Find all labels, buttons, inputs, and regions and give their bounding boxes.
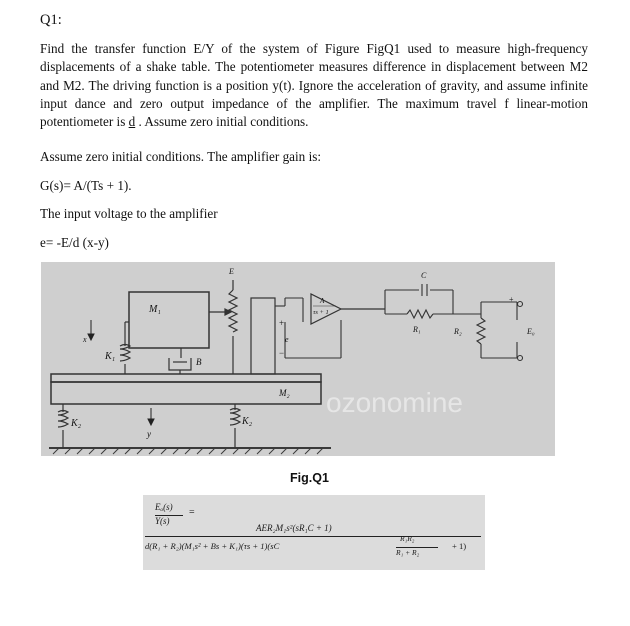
travel-variable-d: d (128, 114, 136, 130)
gain-equation: G(s)= A/(Ts + 1). (40, 178, 132, 193)
label-eo: E₀ (527, 327, 535, 336)
wiring (275, 298, 341, 358)
formula-equals: = (189, 507, 195, 518)
amp-den: τs + 1 (313, 309, 329, 316)
label-m2: M₂ (279, 388, 290, 398)
question-label: Q1: (40, 12, 62, 28)
resistor-r1 (385, 310, 481, 318)
transfer-function-formula (143, 495, 485, 570)
formula-numerator: AER₂M₁s²(sR₁C + 1) (256, 523, 332, 533)
sign-minus: − (279, 348, 285, 358)
system-diagram (41, 262, 555, 456)
capacitor-c (385, 284, 453, 314)
label-k1: K₁ (105, 351, 116, 362)
formula-inner-denominator: R₁ + R₂ (396, 548, 420, 557)
m2-post (251, 298, 275, 374)
arrow-y (148, 408, 154, 425)
amp-gain: A (320, 297, 325, 305)
label-k2-right: K₂ (242, 416, 253, 427)
label-b: B (196, 357, 202, 367)
formula-lhs-denominator: Y(s) (155, 516, 170, 526)
question-paragraph (40, 40, 588, 131)
label-e-input: e (285, 335, 289, 344)
figure-caption: Fig.Q1 (290, 471, 329, 485)
label-y: y (147, 429, 151, 439)
formula-lhs-numerator: Eₒ(s) (155, 502, 173, 512)
label-c: C (421, 271, 427, 280)
label-k2-left: K₂ (71, 418, 82, 429)
ground (49, 448, 331, 454)
spring-k2-left (58, 404, 68, 448)
label-r2: R₂ (454, 327, 462, 336)
spring-k2-right (230, 404, 240, 448)
resistor-r2 (477, 314, 517, 358)
label-e-top: E (229, 267, 234, 276)
paragraph-tail: . Assume zero initial conditions. (135, 114, 309, 130)
arrow-x (88, 320, 94, 340)
formula-main-bar (145, 536, 481, 537)
figure-q1 (41, 262, 555, 456)
shake-table-top (51, 374, 321, 382)
assume-line: Assume zero initial conditions. The amplifier gain is: (40, 149, 322, 164)
svg-text:ozonomine: ozonomine (326, 387, 463, 418)
mass-m1 (129, 292, 209, 348)
watermark (326, 387, 463, 418)
paragraph-text: Find the transfer function E/Y of the system of Figure FigQ1 used to measure high-frequency displacements of a shake table. The potentiometer measures difference in displacement between M2 and M2. The driving function is a position y(t). Ignore the acceleration of gravity, and assume infinite input dance and zero output impedance of the amplifier. The maximum travel f linear-motion potentiometer is (40, 41, 588, 130)
label-x: x (83, 335, 87, 344)
formula-inner-numerator: R₁R₂ (400, 534, 415, 543)
potentiometer (209, 280, 237, 374)
input-voltage-label: The input voltage to the amplifier (40, 206, 218, 221)
sign-plus: + (279, 318, 285, 328)
label-m1: M₁ (149, 304, 161, 315)
formula-denominator: d(R₁ + R₂)(M₁s² + Bs + K₁)(τs + 1)(sC (145, 541, 280, 551)
error-equation: e= -E/d (x-y) (40, 235, 109, 250)
output-plus: + (509, 295, 514, 304)
damper-b (169, 348, 191, 374)
label-r1: R₁ (413, 325, 421, 334)
formula-tail: + 1) (452, 541, 467, 551)
output-terminals (481, 302, 523, 361)
